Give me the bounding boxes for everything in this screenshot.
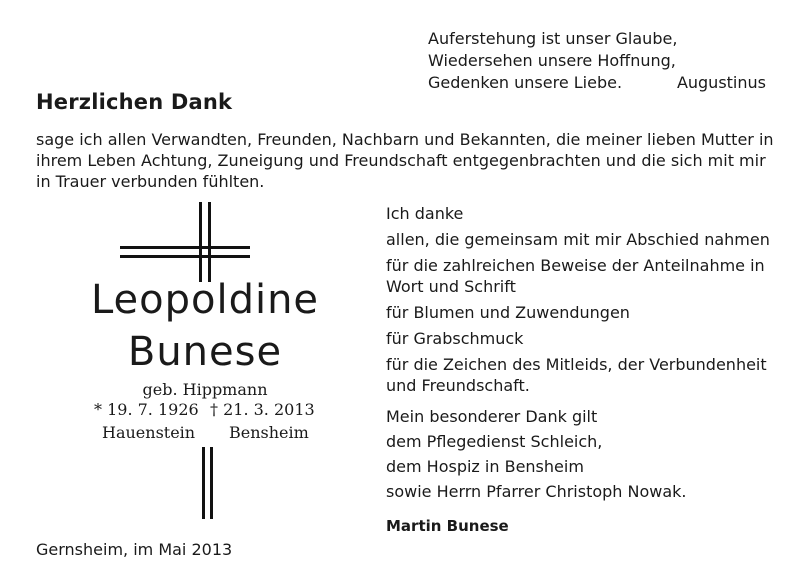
death-date: † 21. 3. 2013 — [210, 400, 315, 419]
special-thanks — [386, 404, 776, 504]
quote-author: Augustinus — [676, 73, 766, 92]
place-and-date: Gernsheim, im Mai 2013 — [36, 540, 233, 559]
birth-place: Hauenstein — [102, 423, 196, 442]
thanks-list — [386, 203, 776, 401]
intro-paragraph: sage ich allen Verwandten, Freunden, Nachbarn und Bekannten, die meiner lieben Mutter in ihrem Leben Achtung, Zuneigung und Freundschaft entgegenbrachten und die sich mit mir in Trauer verbunden fühlten. — [36, 130, 774, 191]
signature: Martin Bunese — [386, 517, 509, 535]
special-thanks-line: dem Hospiz in Bensheim — [386, 457, 584, 476]
thanks-line: für die Zeichen des Mitleids, der Verbundenheit und Freundschaft. — [386, 355, 767, 395]
thanks-line: allen, die gemeinsam mit mir Abschied nahmen — [386, 230, 770, 249]
thanks-line: Ich danke — [386, 204, 464, 223]
notice-heading: Herzlichen Dank — [36, 90, 233, 114]
deceased-first-name: Leopoldine — [90, 277, 320, 323]
special-thanks-line: dem Pflegedienst Schleich, — [386, 432, 603, 451]
special-thanks-line: Mein besonderer Dank gilt — [386, 407, 598, 426]
cross-symbol — [120, 202, 250, 282]
thanks-line: für Blumen und Zuwendungen — [386, 303, 630, 322]
maiden-name: geb. Hippmann — [142, 380, 268, 399]
quote-line-2: Wiedersehen unsere Hoffnung, — [428, 51, 676, 70]
thanks-line: für Grabschmuck — [386, 329, 524, 348]
death-place: Bensheim — [229, 423, 309, 442]
quote-line-3: Gedenken unsere Liebe. — [428, 73, 623, 92]
quote-line-1: Auferstehung ist unser Glaube, — [428, 29, 678, 48]
special-thanks-line: sowie Herrn Pfarrer Christoph Nowak. — [386, 482, 687, 501]
epigraph-quote — [428, 28, 768, 94]
deceased-last-name: Bunese — [127, 329, 283, 375]
vertical-bars-ornament — [200, 447, 216, 519]
thanks-line: für die zahlreichen Beweise der Anteilnahme in Wort und Schrift — [386, 256, 765, 296]
birth-date: * 19. 7. 1926 — [94, 400, 199, 419]
